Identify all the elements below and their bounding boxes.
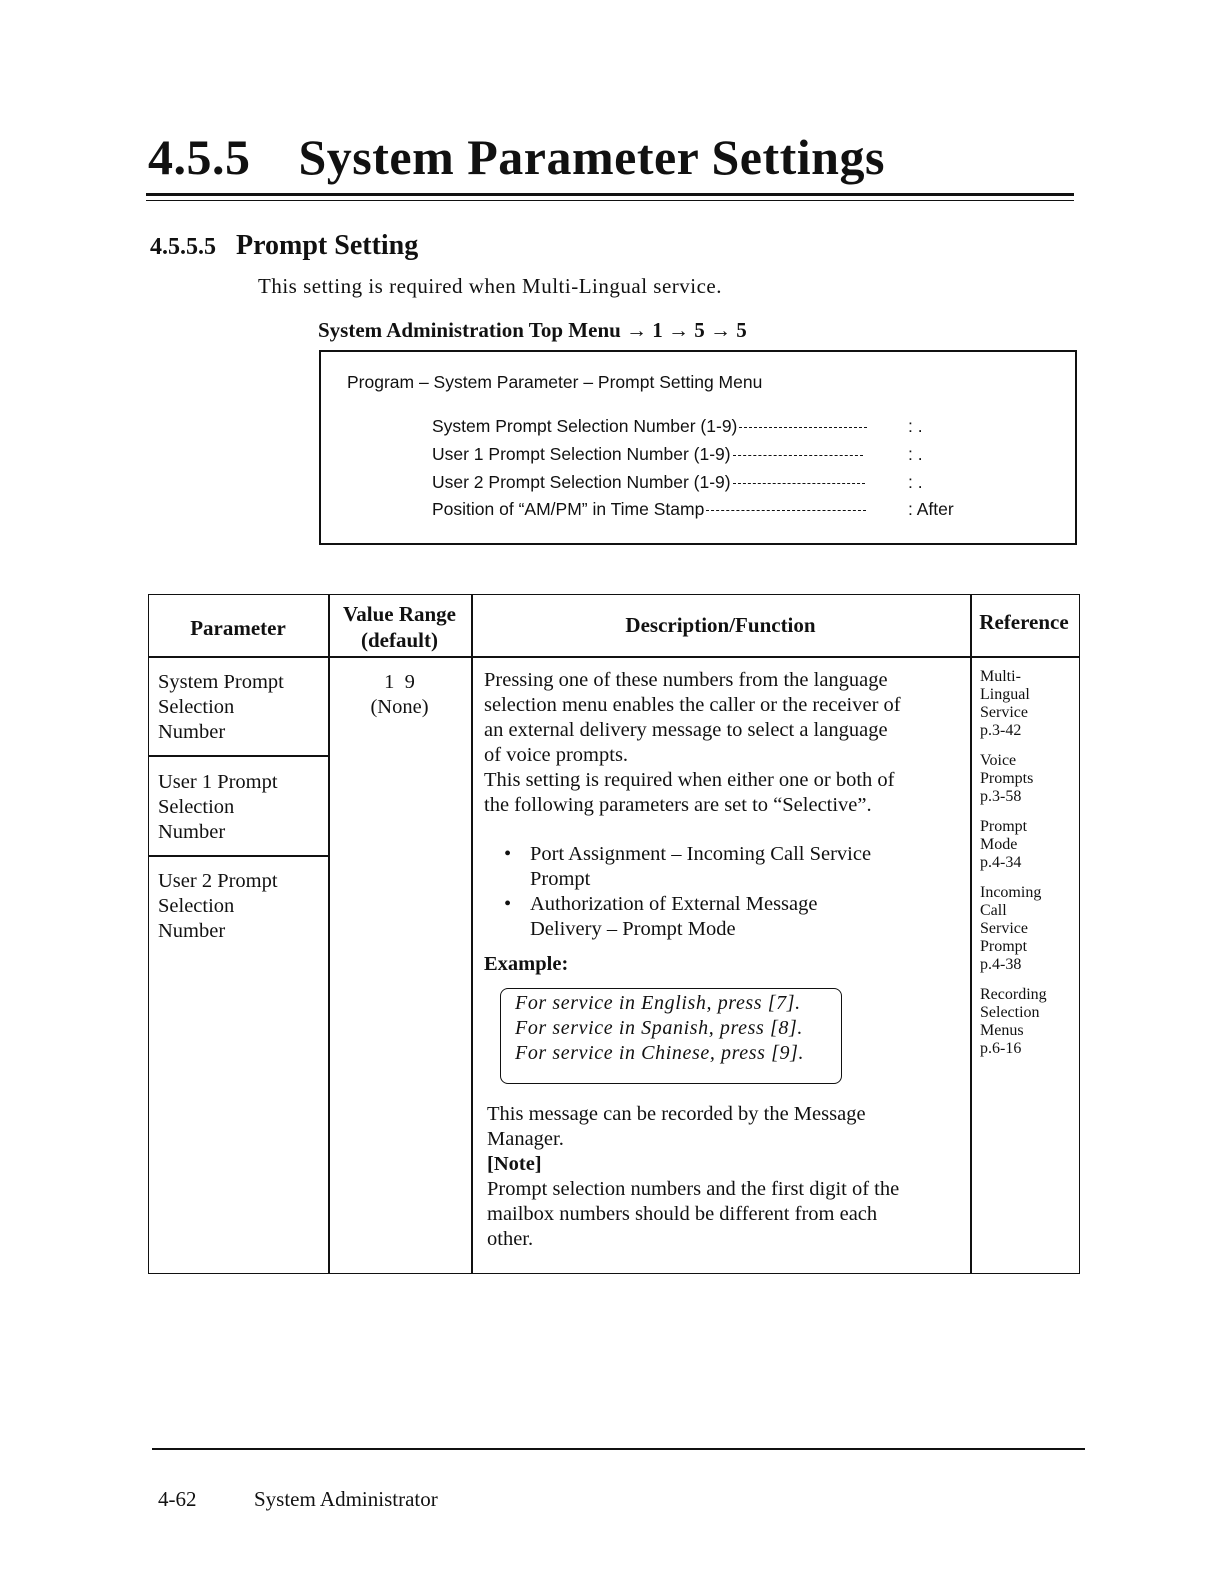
text-line: Recording	[980, 986, 1047, 1003]
text-line: Manager.	[487, 1128, 564, 1150]
text-line: Prompts	[980, 770, 1034, 787]
text-line: Call	[980, 902, 1007, 919]
intro-text: This setting is required when Multi-Lingual service.	[258, 274, 722, 298]
note-label: [Note]	[487, 1153, 542, 1175]
text-line: Prompt	[530, 868, 591, 890]
text-line: p.4-34	[980, 854, 1022, 871]
menu-line-label: User 2 Prompt Selection Number (1-9)	[432, 472, 731, 492]
menu-line-value: : .	[908, 416, 923, 436]
footer-rule	[152, 1448, 1085, 1450]
menu-title: Program – System Parameter – Prompt Setting Menu	[347, 372, 763, 392]
text-line: Voice	[980, 752, 1017, 769]
text-line: This message can be recorded by the Message	[487, 1103, 866, 1125]
section-number: 4.5.5	[148, 129, 251, 185]
text-line: • Authorization of External Message	[530, 893, 818, 915]
parameter-cell	[158, 869, 278, 944]
text-line: Mode	[980, 836, 1018, 853]
menu-screen-box	[319, 350, 1077, 545]
text-line: System Prompt	[158, 671, 284, 693]
example-line: For service in Chinese, press [9].	[515, 1042, 805, 1064]
menu-line-label: System Prompt Selection Number (1-9)	[432, 416, 738, 436]
section-title-text: System Parameter Settings	[298, 129, 885, 185]
text-line: the following parameters are set to “Selective”.	[484, 794, 872, 816]
text-line: selection menu enables the caller or the receiver of	[484, 694, 901, 716]
parameter-cell	[158, 670, 284, 745]
section-title	[148, 128, 885, 186]
page-number: 4-62	[158, 1487, 197, 1511]
example-label: Example:	[484, 953, 569, 975]
text-line: Pressing one of these numbers from the language	[484, 669, 888, 691]
text-line: Incoming	[980, 884, 1042, 901]
menu-line-label: Position of “AM/PM” in Time Stamp	[432, 499, 705, 519]
parameter-cell	[158, 770, 278, 845]
header-parameter: Parameter	[190, 616, 286, 640]
leader	[733, 483, 865, 484]
col-divider	[471, 594, 473, 1274]
default-value: (None)	[370, 696, 429, 718]
header-value-range	[328, 601, 471, 653]
text-line: Menus	[980, 1022, 1024, 1039]
text-line: Delivery – Prompt Mode	[530, 918, 736, 940]
col-divider	[970, 594, 972, 1274]
text-line: Service	[980, 704, 1028, 721]
menu-line-label: User 1 Prompt Selection Number (1-9)	[432, 444, 731, 464]
header-reference: Reference	[979, 610, 1069, 634]
text-line: • Port Assignment – Incoming Call Service	[530, 843, 872, 865]
reference-link[interactable]	[980, 818, 1076, 872]
text-line: Number	[158, 821, 226, 843]
text-line: an external delivery message to select a language	[484, 719, 888, 741]
text-line: p.3-42	[980, 722, 1022, 739]
subsection-title	[150, 230, 418, 262]
row-divider	[148, 755, 329, 757]
value-range-cell	[328, 670, 471, 720]
example-line: For service in English, press [7].	[515, 992, 801, 1014]
text-line: User 1 Prompt	[158, 771, 278, 793]
reference-cell	[980, 668, 1076, 1070]
menu-line-value: : .	[908, 472, 923, 492]
header-default-text: (default)	[361, 628, 438, 652]
header-description: Description/Function	[625, 613, 816, 637]
menu-line-value: : After	[908, 499, 954, 519]
menu-line	[432, 444, 923, 465]
footer-title: System Administrator	[254, 1487, 438, 1511]
description-cell	[484, 668, 966, 977]
header-divider	[148, 656, 1080, 658]
header-value-range-text: Value Range	[343, 602, 456, 626]
example-box	[500, 988, 842, 1084]
text-line: Selection	[158, 796, 235, 818]
text-line: Number	[158, 920, 226, 942]
text-line: Prompt	[980, 938, 1028, 955]
value-range: 1 9	[384, 671, 415, 693]
reference-link[interactable]	[980, 986, 1076, 1058]
text-line: Number	[158, 721, 226, 743]
text-line: Prompt	[980, 818, 1028, 835]
title-rule-thin	[146, 200, 1074, 201]
subsection-number: 4.5.5.5	[150, 234, 216, 260]
text-line: of voice prompts.	[484, 744, 629, 766]
reference-link[interactable]	[980, 884, 1076, 974]
reference-link[interactable]	[980, 668, 1076, 740]
reference-link[interactable]	[980, 752, 1076, 806]
leader	[739, 427, 867, 428]
description-notes	[487, 1102, 967, 1252]
leader	[733, 455, 863, 456]
menu-line	[432, 499, 954, 520]
text-line: p.3-58	[980, 788, 1022, 805]
leader	[706, 510, 866, 511]
row-divider	[148, 855, 329, 857]
text-line: Service	[980, 920, 1028, 937]
text-line: Prompt selection numbers and the first digit of the	[487, 1178, 900, 1200]
subsection-title-text: Prompt Setting	[236, 230, 419, 261]
text-line: mailbox numbers should be different from each	[487, 1203, 878, 1225]
bullet-item	[484, 842, 966, 892]
text-line: p.6-16	[980, 1040, 1022, 1057]
text-line: User 2 Prompt	[158, 870, 278, 892]
text-line: Lingual	[980, 686, 1030, 703]
example-line: For service in Spanish, press [8].	[515, 1017, 803, 1039]
text-line: other.	[487, 1228, 534, 1250]
menu-line	[432, 416, 923, 437]
text-line: This setting is required when either one or both of	[484, 769, 895, 791]
text-line: p.4-38	[980, 956, 1022, 973]
menu-path: System Administration Top Menu → 1 → 5 → 5	[318, 318, 747, 342]
text-line: Selection	[980, 1004, 1040, 1021]
text-line: Multi-	[980, 668, 1021, 685]
menu-line	[432, 472, 923, 493]
text-line: Selection	[158, 895, 235, 917]
text-line: Selection	[158, 696, 235, 718]
bullet-item	[484, 892, 966, 942]
menu-line-value: : .	[908, 444, 923, 464]
title-rule	[146, 193, 1074, 196]
